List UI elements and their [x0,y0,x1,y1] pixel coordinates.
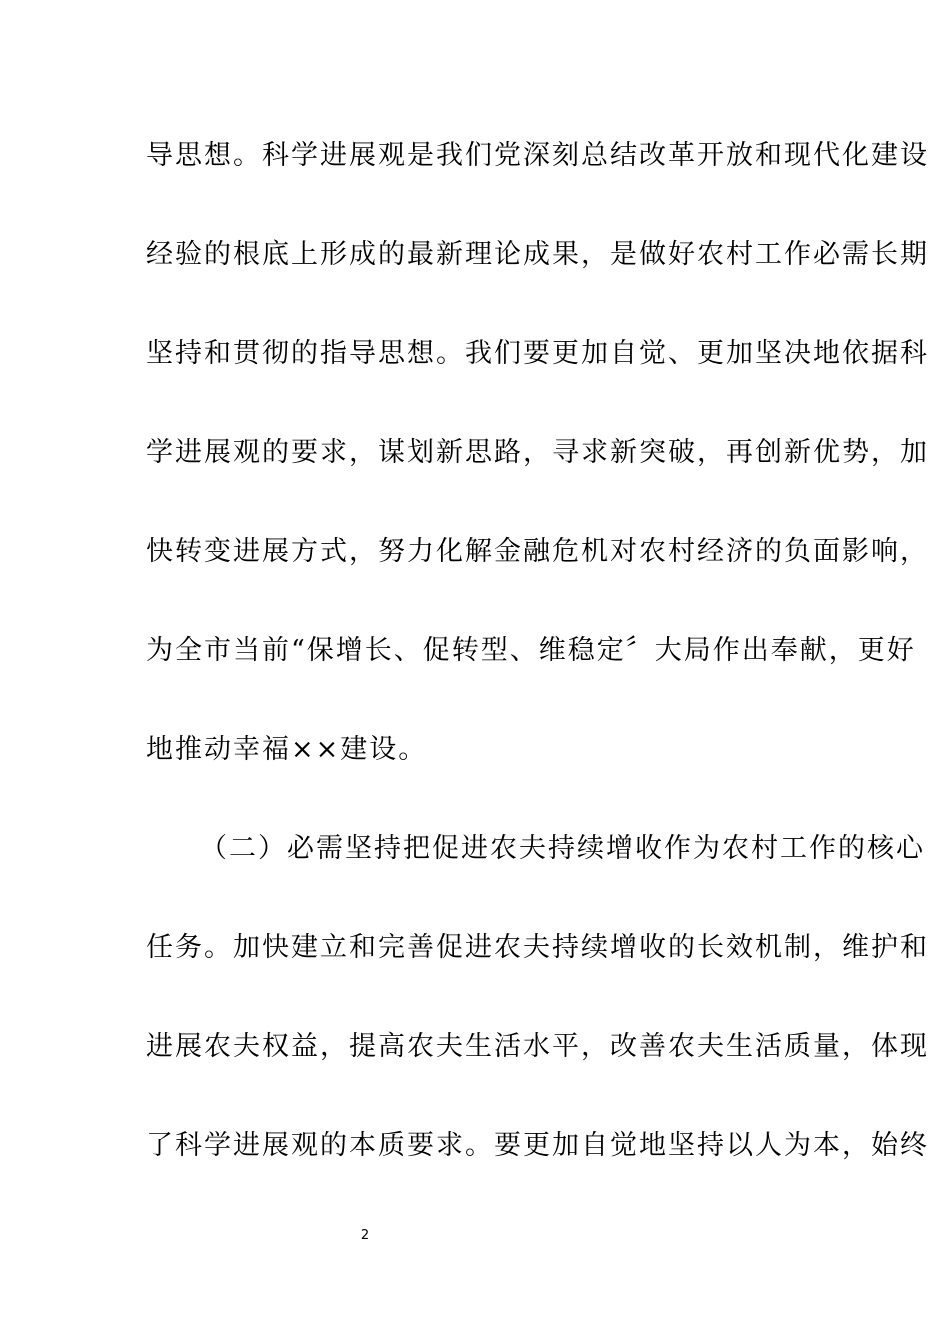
text-line-11: 了科学进展观的本质要求。要更加自觉地坚持以人为本，始终 [146,1130,929,1161]
text-line-1: 导思想。科学进展观是我们党深刻总结改革开放和现代化建设 [146,140,929,171]
page-number: 2 [360,1228,370,1243]
text-line-7: 地推动幸福××建设。 [146,734,428,765]
text-line-5: 快转变进展方式，努力化解金融危机对农村经济的负面影响， [146,536,929,567]
text-line-2: 经验的根底上形成的最新理论成果，是做好农村工作必需长期 [146,239,929,270]
section-heading-2: （二）必需坚持把促进农夫持续增收作为农村工作的核心 [200,833,925,864]
text-line-3: 坚持和贯彻的指导思想。我们要更加自觉、更加坚决地依据科 [146,338,929,369]
text-line-10: 进展农夫权益，提高农夫生活水平，改善农夫生活质量，体现 [146,1031,929,1062]
text-line-9: 任务。加快建立和完善促进农夫持续增收的长效机制，维护和 [146,932,929,963]
text-line-6: 为全市当前“保增长、促转型、维稳定〞大局作出奉献，更好 [146,635,916,666]
text-line-4: 学进展观的要求，谋划新思路，寻求新突破，再创新优势，加 [146,437,929,468]
